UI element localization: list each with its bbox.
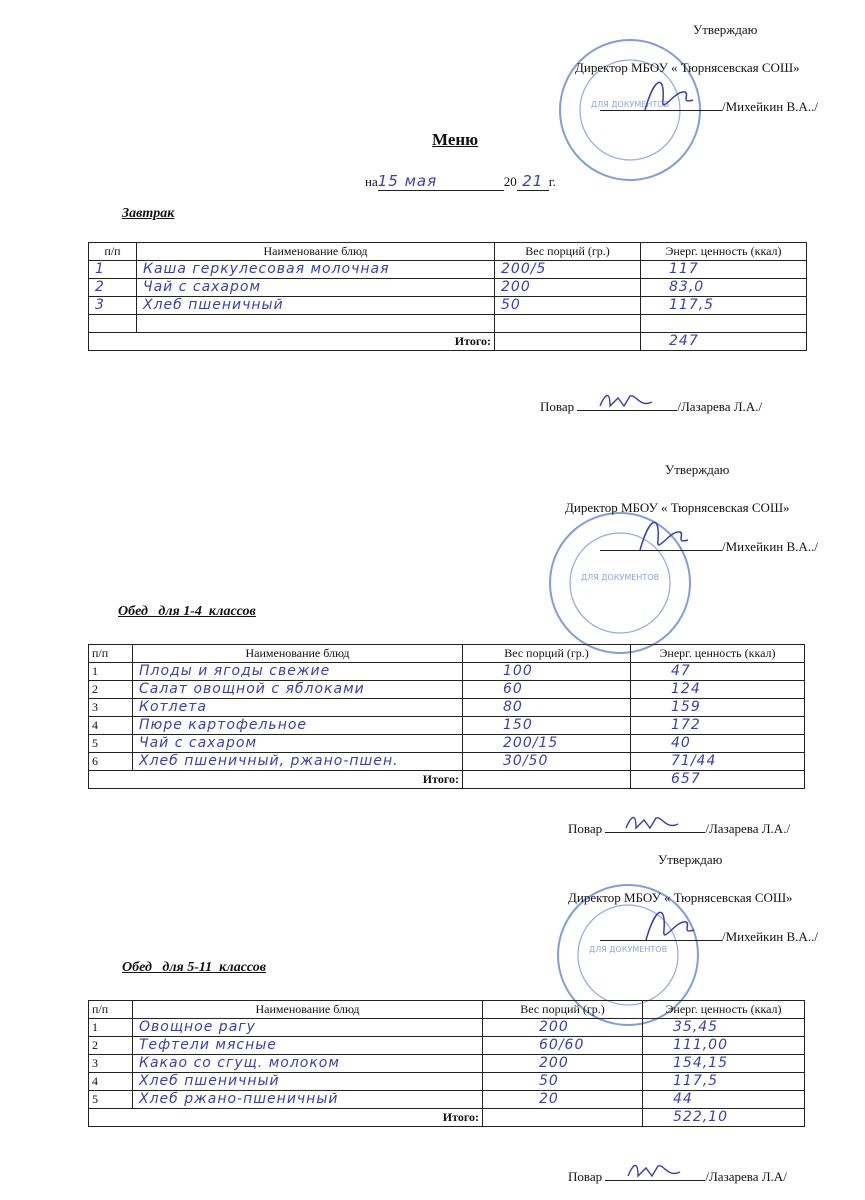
director-name: /Михейкин В.А../ — [722, 539, 818, 554]
breakfast-table — [88, 242, 807, 351]
cook-label: Повар — [540, 399, 575, 414]
cook-name: /Лазарева Л.А./ — [705, 821, 791, 836]
row-num: 1 — [89, 1019, 133, 1037]
col-energy: Энерг. ценность (ккал) — [631, 645, 805, 663]
col-weight: Вес порций (гр.) — [463, 645, 631, 663]
total-value: 522,10 — [643, 1109, 805, 1127]
page-title: Меню — [432, 130, 479, 149]
director-signature — [630, 510, 690, 560]
date-suffix: г. — [548, 174, 556, 189]
dish-weight: 200 — [483, 1019, 643, 1037]
total-label: Итого: — [89, 771, 463, 789]
dish-name: Хлеб пшеничный — [133, 1073, 483, 1091]
col-weight: Вес порций (гр.) — [483, 1001, 643, 1019]
row-num: 3 — [89, 1055, 133, 1073]
table-total-row — [89, 771, 805, 789]
director-name: /Михейкин В.А../ — [722, 929, 818, 944]
col-energy: Энерг. ценность (ккал) — [643, 1001, 805, 1019]
menu-date — [365, 172, 556, 191]
col-num: п/п — [89, 645, 133, 663]
dish-energy: 47 — [631, 663, 805, 681]
cook-signature — [622, 812, 682, 834]
col-num: п/п — [89, 1001, 133, 1019]
dish-name: Тефтели мясные — [133, 1037, 483, 1055]
table-row — [89, 735, 805, 753]
col-num: п/п — [89, 243, 137, 261]
director-signature-line — [600, 96, 818, 115]
col-name: Наименование блюд — [133, 645, 463, 663]
dish-name: Плоды и ягоды свежие — [133, 663, 463, 681]
dish-weight: 20 — [483, 1091, 643, 1109]
table-header-row — [89, 645, 805, 663]
dish-energy: 154,15 — [643, 1055, 805, 1073]
director-signature — [635, 70, 695, 120]
table-row — [89, 1091, 805, 1109]
dish-energy: 71/44 — [631, 753, 805, 771]
table-row — [89, 1055, 805, 1073]
total-value: 247 — [641, 333, 807, 351]
row-num: 1 — [89, 261, 137, 279]
dish-name: Овощное рагу — [133, 1019, 483, 1037]
cook-signature — [596, 390, 656, 412]
director-signature-line — [600, 926, 818, 945]
table-header-row — [89, 243, 807, 261]
table-row — [89, 699, 805, 717]
dish-energy: 117,5 — [643, 1073, 805, 1091]
dish-energy: 111,00 — [643, 1037, 805, 1055]
approve-label: Утверждаю — [693, 22, 758, 37]
table-row — [89, 297, 807, 315]
lunch-5-11-heading: Обед для 5-11 классов — [122, 960, 267, 975]
dish-weight: 200/5 — [495, 261, 641, 279]
dish-energy: 117,5 — [641, 297, 807, 315]
stamp-text: ДЛЯ ДОКУМЕНТОВ — [580, 573, 660, 582]
total-value: 657 — [631, 771, 805, 789]
dish-weight: 30/50 — [463, 753, 631, 771]
row-num: 2 — [89, 279, 137, 297]
col-name: Наименование блюд — [137, 243, 495, 261]
dish-weight: 100 — [463, 663, 631, 681]
date-prefix: на — [365, 174, 378, 189]
col-weight: Вес порций (гр.) — [495, 243, 641, 261]
total-label: Итого: — [89, 1109, 483, 1127]
table-row — [89, 1019, 805, 1037]
dish-energy: 83,0 — [641, 279, 807, 297]
row-num: 4 — [89, 1073, 133, 1091]
dish-name: Чай с сахаром — [137, 279, 495, 297]
dish-name: Хлеб пшеничный, ржано-пшен. — [133, 753, 463, 771]
date-day-month: 15 мая — [377, 172, 438, 190]
row-num: 5 — [89, 1091, 133, 1109]
dish-weight: 80 — [463, 699, 631, 717]
row-num: 6 — [89, 753, 133, 771]
dish-name: Салат овощной с яблоками — [133, 681, 463, 699]
dish-weight: 60 — [463, 681, 631, 699]
dish-name: Пюре картофельное — [133, 717, 463, 735]
dish-energy: 172 — [631, 717, 805, 735]
dish-weight: 200 — [495, 279, 641, 297]
approve-label: Утверждаю — [665, 462, 730, 477]
breakfast-heading: Завтрак — [122, 206, 175, 221]
row-num: 2 — [89, 1037, 133, 1055]
date-year: 21 — [522, 172, 544, 190]
stamp-text: ДЛЯ ДОКУМЕНТОВ — [588, 945, 668, 954]
col-energy: Энерг. ценность (ккал) — [641, 243, 807, 261]
row-num: 2 — [89, 681, 133, 699]
row-num: 4 — [89, 717, 133, 735]
dish-name: Хлеб ржано-пшеничный — [133, 1091, 483, 1109]
cook-name: /Лазарева Л.А./ — [677, 399, 763, 414]
table-total-row — [89, 333, 807, 351]
director-label: Директор МБОУ « Тюрнясевская СОШ» — [565, 500, 790, 515]
dish-weight: 200/15 — [463, 735, 631, 753]
lunch-5-11-table — [88, 1000, 805, 1127]
total-label: Итого: — [89, 333, 495, 351]
dish-weight: 150 — [463, 717, 631, 735]
approve-label: Утверждаю — [658, 852, 723, 867]
table-row-empty — [89, 315, 807, 333]
table-row — [89, 261, 807, 279]
director-label: Директор МБОУ « Тюрнясевская СОШ» — [568, 890, 793, 905]
table-row — [89, 663, 805, 681]
dish-weight: 50 — [495, 297, 641, 315]
dish-energy: 44 — [643, 1091, 805, 1109]
dish-name: Каша геркулесовая молочная — [137, 261, 495, 279]
table-row — [89, 1073, 805, 1091]
dish-name: Хлеб пшеничный — [137, 297, 495, 315]
director-signature — [636, 900, 696, 950]
row-num: 5 — [89, 735, 133, 753]
table-row — [89, 279, 807, 297]
table-total-row — [89, 1109, 805, 1127]
dish-energy: 124 — [631, 681, 805, 699]
row-num: 1 — [89, 663, 133, 681]
lunch-1-4-heading: Обед для 1-4 классов — [118, 604, 256, 619]
dish-weight: 60/60 — [483, 1037, 643, 1055]
col-name: Наименование блюд — [133, 1001, 483, 1019]
date-year-prefix: 20 — [503, 174, 517, 189]
dish-energy: 35,45 — [643, 1019, 805, 1037]
table-row — [89, 717, 805, 735]
director-label: Директор МБОУ « Тюрнясевская СОШ» — [575, 60, 800, 75]
cook-label: Повар — [568, 1169, 603, 1184]
dish-name: Какао со сгущ. молоком — [133, 1055, 483, 1073]
dish-weight: 50 — [483, 1073, 643, 1091]
table-row — [89, 753, 805, 771]
dish-weight: 200 — [483, 1055, 643, 1073]
dish-energy: 117 — [641, 261, 807, 279]
dish-energy: 159 — [631, 699, 805, 717]
cook-label: Повар — [568, 821, 603, 836]
stamp-text: ДЛЯ ДОКУМЕНТОВ — [590, 100, 670, 109]
row-num: 3 — [89, 699, 133, 717]
dish-name: Чай с сахаром — [133, 735, 463, 753]
director-name: /Михейкин В.А../ — [722, 99, 818, 114]
table-row — [89, 1037, 805, 1055]
dish-name: Котлета — [133, 699, 463, 717]
dish-energy: 40 — [631, 735, 805, 753]
cook-name: /Лазарева Л.А/ — [705, 1169, 787, 1184]
lunch-1-4-table — [88, 644, 805, 789]
table-row — [89, 681, 805, 699]
row-num: 3 — [89, 297, 137, 315]
cook-signature — [624, 1160, 684, 1182]
table-header-row — [89, 1001, 805, 1019]
